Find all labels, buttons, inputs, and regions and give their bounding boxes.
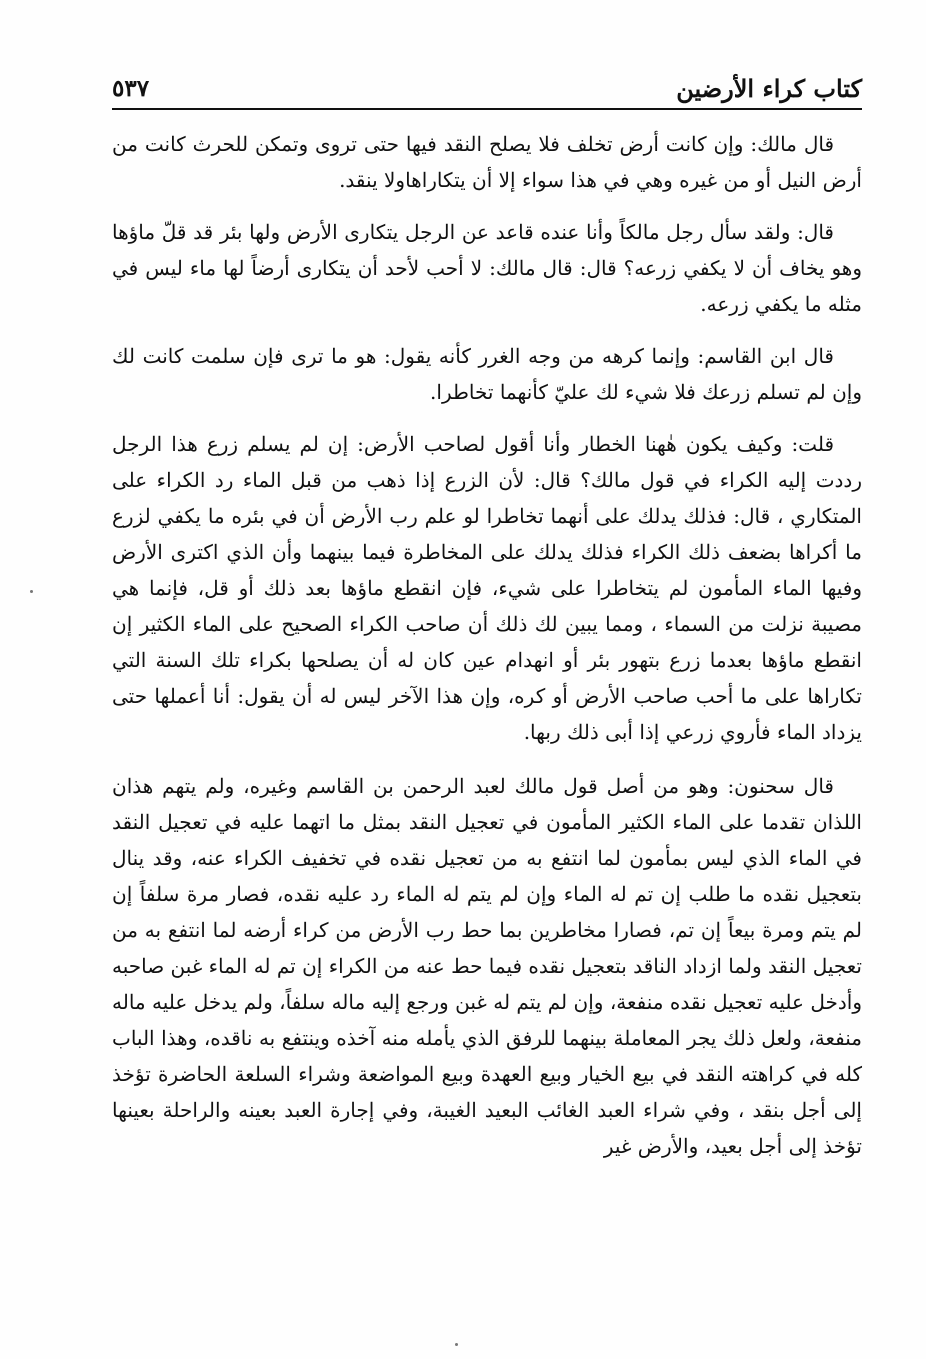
chapter-title: كتاب كراء الأرضين [676,74,862,103]
paragraph-ibn-alqasim: قال ابن القاسم: وإنما كرهه من وجه الغرر كأنه يقول: هو ما ترى فإن سلمت كانت لك وإن لم تسلم زرعك فلا شيء لك عليّ كأنهما تخاطرا. [112,344,862,404]
paragraph-well-question: قال: ولقد سأل رجل مالكاً وأنا عنده قاعد عن الرجل يتكارى الأرض ولها بئر قد قلّ ماؤها وهو يخاف أن لا يكفي زرعه؟ قال: قال مالك: لا أحب لأحد أن يتكارى أرضاً لها ماء ليس في مثله ما يكفي زرعه. [112,220,862,316]
scan-speck [30,590,33,593]
paragraph-sahnun: قال سحنون: وهو من أصل قول مالك لعبد الرحمن بن القاسم وغيره، ولم يتهم هذان اللذان تقدما على الماء الكثير المأمون في تعجيل النقد بمثل ما اتهما عليه في تعجيل النقد في الماء الذي ليس بمأمون لما انتفع به من تعجيل نقده في تخفيف الكراء عنه، وقد ينال بتعجيل نقده ما طلب إن تم له الماء وإن لم يتم له الماء رد عليه نقده، فصار مرة سلفاً إن لم يتم ومرة بيعاً إن تم، فصارا مخاطرين بما حط رب الأرض من كراء أرضه لما انتفع به من تعجيل النقد ولما ازداد الناقد بتعجيل نقده فيما حط عنه من الكراء إن تم له الماء غبن صاحبه وأدخل عليه تعجيل نقده منفعة، وإن لم يتم له غبن ورجع إليه ماله سلفاً، ولم يدخل عليه ماله منفعة، ولعل ذلك يجر المعاملة بينهما للرفق الذي يأمله منه آخذه وينتفع به ناقده، وهذا الباب كله في كراهته النقد في بيع الخيار وبيع العهدة وبيع المواضعة وشراء السلعة الحاضرة تؤخذ إلى أجل بنقد ، وفي شراء العبد الغائب البعيد الغيبة، وفي إجارة العبد بعينه والراحلة بعينها تؤخذ إلى أجل بعيد، والأرض غير [112,774,862,1158]
header-divider [112,108,862,110]
page-number: ٥٣٧ [112,75,150,102]
scan-speck [455,1343,458,1346]
running-header [112,62,862,104]
paragraph-malik-land: قال مالك: وإن كانت أرض تخلف فلا يصلح النقد فيها حتى تروى وتمكن للحرث كانت من أرض النيل أو من غيره وهي في هذا سواء إلا أن يتكاراهاولا ينقد. [112,132,862,192]
page-body [112,126,862,1182]
paragraph-risk-discussion: قلت: وكيف يكون هٰهنا الخطار وأنا أقول لصاحب الأرض: إن لم يسلم زرع هذا الرجل رددت إليه الكراء في قول مالك؟ قال: لأن الزرع إذا ذهب من قبل الماء رد الكراء على المتكاري ، قال: فذلك يدلك على أنهما تخاطرا لو علم رب الأرض أن في بئره ما يكفي لزرع ما أكراها بضعف ذلك الكراء فذلك يدلك على المخاطرة فيما بينهما وأن الذي اكترى الأرض وفيها الماء المأمون لم يتخاطرا على شيء، فإن انقطع ماؤها بعد ذلك أو قل، فإنما هي مصيبة نزلت من السماء ، ومما يبين لك ذلك أن صاحب الكراء الصحيح على الماء الكثير إن انقطع ماؤها بعدما زرع بتهور بئر أو انهدام عين كان له أن يصلحها بكراء تلك السنة التي تكاراها على ما أحب صاحب الأرض أو كره، وإن هذا الآخر ليس له أن يقول: أنا أعملها حتى يزداد الماء فأروي زرعي إذا أبى ذلك ربها. [112,432,862,744]
